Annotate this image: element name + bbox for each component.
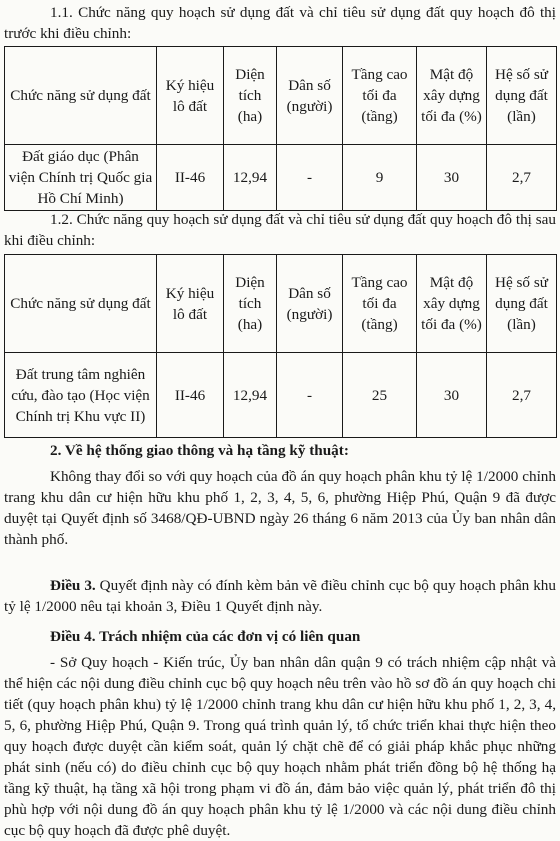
header-max-floors: Tầng cao tối đa (tầng) xyxy=(343,255,417,353)
header-max-density: Mật độ xây dựng tối đa (%) xyxy=(417,47,487,145)
header-max-floors: Tầng cao tối đa (tầng) xyxy=(343,47,417,145)
article-3-body: Quyết định này có đính kèm bản vẽ điều chỉnh cục bộ quy hoạch phân khu tỷ lệ 1/2000 nêu tại khoản 3, Điều 1 Quyết định này. xyxy=(4,577,556,615)
table-before-adjustment xyxy=(4,46,557,211)
cell-area: 12,94 xyxy=(224,145,277,211)
article-4-heading: Điều 4. Trách nhiệm của các đơn vị có liên quan xyxy=(50,628,361,645)
table-header-row xyxy=(5,47,557,145)
cell-population: - xyxy=(277,145,343,211)
header-land-use-ratio: Hệ số sử dụng đất (lần) xyxy=(487,47,557,145)
table-after-adjustment xyxy=(4,254,557,438)
header-land-function: Chức năng sử dụng đất xyxy=(5,47,157,145)
header-population: Dân số (người) xyxy=(277,255,343,353)
header-lot-code: Ký hiệu lô đất xyxy=(157,255,224,353)
cell-lot-code: II-46 xyxy=(157,145,224,211)
header-area: Diện tích (ha) xyxy=(224,255,277,353)
article-4-body: - Sở Quy hoạch - Kiến trúc, Ủy ban nhân dân quận 9 có trách nhiệm cập nhật và thể hiện các nội dung điều chỉnh cục bộ quy hoạch nêu trên vào hồ sơ đồ án quy hoạch chi tiết (quy hoạch phân khu) tỷ lệ 1/2000 chỉnh trang khu dân cư hiện hữu khu phố 1, 2, 3, 4, 5, 6, phường Hiệp Phú, Quận 9. Trong quá trình quản lý, tổ chức triển khai thực hiện theo quy hoạch được duyệt cần kiểm soát, quản lý chặt chẽ để có giải pháp khắc phục những phát sinh (nếu có) do điều chỉnh cục bộ quy hoạch nhằm phát triển đồng bộ hệ thống hạ tầng kỹ thuật, hạ tầng xã hội trong phạm vi đồ án, đảm bảo việc quản lý, phát triển đô thị phù hợp với nội dung đồ án quy hoạch phân khu tỷ lệ 1/2000 và các nội dung điều chỉnh cục bộ quy hoạch đã được phê duyệt. xyxy=(4,654,556,839)
cell-population: - xyxy=(277,353,343,438)
cell-land-use-ratio: 2,7 xyxy=(487,353,557,438)
table-header-row xyxy=(5,255,557,353)
section-1-2-heading: 1.2. Chức năng quy hoạch sử dụng đất và chỉ tiêu sử dụng đất quy hoạch đô thị sau khi điều chỉnh: xyxy=(4,211,556,249)
cell-max-density: 30 xyxy=(417,353,487,438)
article-3-paragraph xyxy=(4,575,556,617)
header-max-density: Mật độ xây dựng tối đa (%) xyxy=(417,255,487,353)
cell-land-use-ratio: 2,7 xyxy=(487,145,557,211)
header-population: Dân số (người) xyxy=(277,47,343,145)
header-area: Diện tích (ha) xyxy=(224,47,277,145)
table-row xyxy=(5,145,557,211)
cell-max-floors: 9 xyxy=(343,145,417,211)
article-3-label: Điều 3. xyxy=(50,577,96,594)
cell-max-floors: 25 xyxy=(343,353,417,438)
cell-land-function: Đất giáo dục (Phân viện Chính trị Quốc gia Hồ Chí Minh) xyxy=(5,145,157,211)
table-row xyxy=(5,353,557,438)
cell-area: 12,94 xyxy=(224,353,277,438)
section-1-1-heading: 1.1. Chức năng quy hoạch sử dụng đất và chỉ tiêu sử dụng đất quy hoạch đô thị trước khi điều chỉnh: xyxy=(4,4,556,42)
cell-lot-code: II-46 xyxy=(157,353,224,438)
header-lot-code: Ký hiệu lô đất xyxy=(157,47,224,145)
section-2-heading: 2. Về hệ thống giao thông và hạ tầng kỹ thuật: xyxy=(50,442,349,459)
cell-land-function: Đất trung tâm nghiên cứu, đào tạo (Học viện Chính trị Khu vực II) xyxy=(5,353,157,438)
section-2-body: Không thay đổi so với quy hoạch của đồ án quy hoạch phân khu tỷ lệ 1/2000 chỉnh trang khu dân cư hiện hữu khu phố 1, 2, 3, 4, 5, 6, phường Hiệp Phú, Quận 9 đã được duyệt tại Quyết định số 3468/QĐ-UBND ngày 26 tháng 6 năm 2013 của Ủy ban nhân dân thành phố. xyxy=(4,468,556,548)
cell-max-density: 30 xyxy=(417,145,487,211)
header-land-function: Chức năng sử dụng đất xyxy=(5,255,157,353)
header-land-use-ratio: Hệ số sử dụng đất (lần) xyxy=(487,255,557,353)
